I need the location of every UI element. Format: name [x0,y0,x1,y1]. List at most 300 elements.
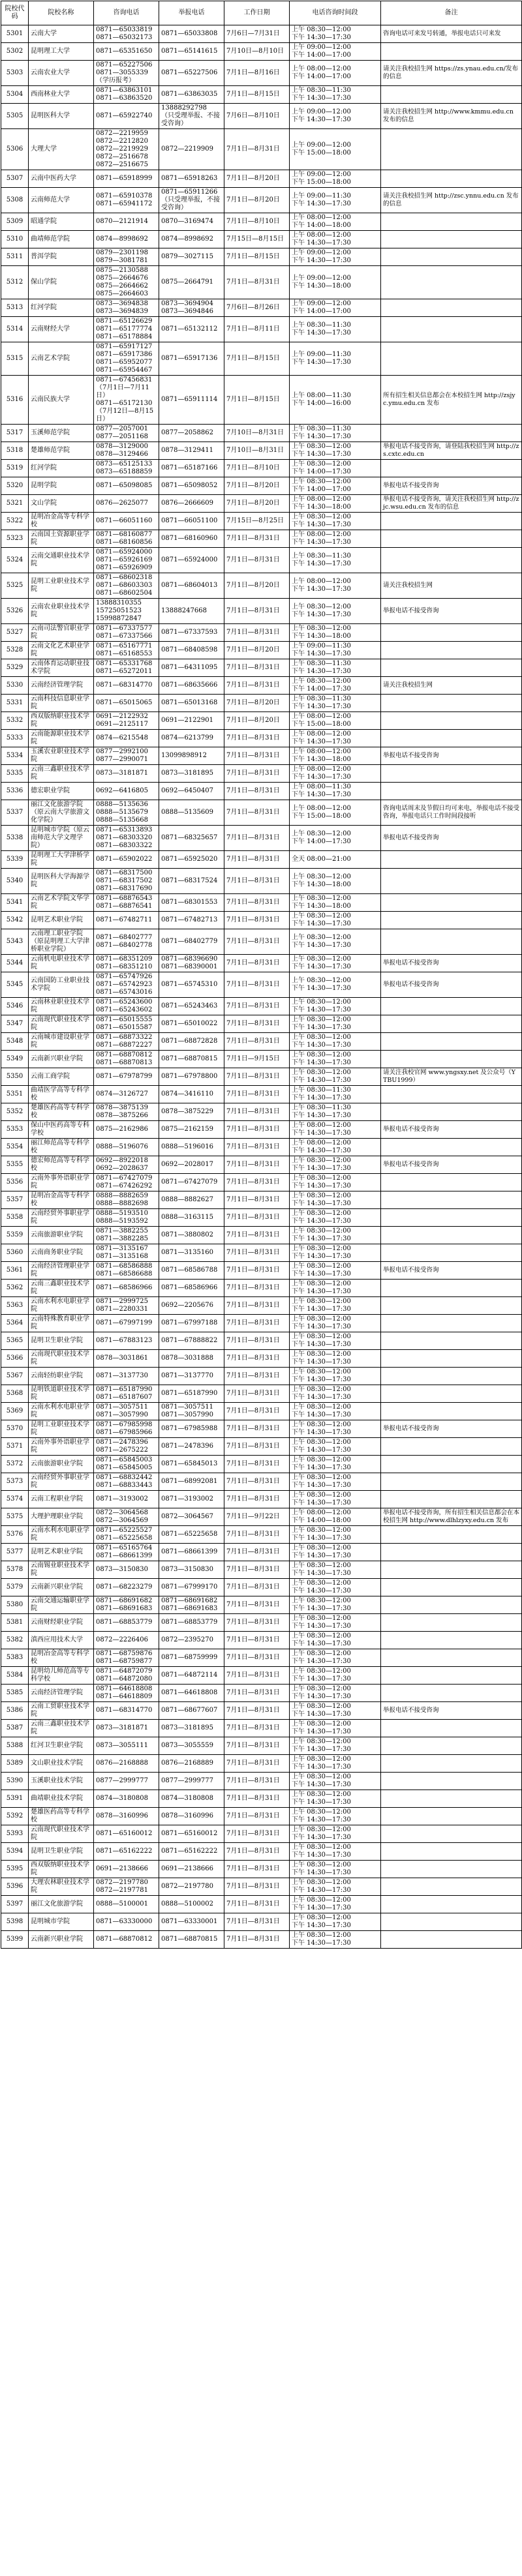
cell-work-date: 7月1日—8月31日 [224,530,290,548]
cell-school-name: 文山学院 [29,495,94,513]
cell-work-date: 7月1日—8月11日 [224,317,290,342]
cell-note [381,869,522,894]
cell-consult-phone: 0878—3875139 0878—3875266 [94,1103,159,1121]
cell-work-date: 7月1日—8月20日 [224,495,290,513]
cell-note [381,1403,522,1420]
cell-school-name: 楚雄医药高等专科学校 [29,1808,94,1825]
cell-report-phone: 0871—65917136 [159,342,224,376]
cell-work-date: 7月1日—8月31日 [224,1280,290,1297]
cell-time-slot: 上午 08:30—12:00 下午 14:30—17:30 [290,1015,381,1033]
cell-time-slot: 上午 08:30—12:00 下午 14:30—17:30 [290,1720,381,1737]
cell-code: 5355 [1,1156,29,1174]
table-row [1,894,522,912]
cell-work-date: 7月1日—8月31日 [224,1773,290,1790]
cell-code: 5361 [1,1262,29,1280]
table-row [1,1262,522,1280]
cell-consult-phone: 0871—65167771 0871—65168553 [94,642,159,659]
cell-report-phone: 0871—67888822 [159,1332,224,1350]
cell-school-name: 云南三鑫职业技术学院 [29,1720,94,1737]
cell-note: 请关注我校招生网 [381,573,522,599]
cell-school-name: 保山中医药高等专科学校 [29,1121,94,1139]
table-row [1,1103,522,1121]
table-row [1,1685,522,1702]
cell-report-phone: 0871—65925020 [159,851,224,869]
cell-time-slot: 上午 08:30—12:00 下午 14:30—17:30 [290,972,381,998]
cell-code: 5310 [1,231,29,248]
cell-code: 5384 [1,1667,29,1685]
cell-note [381,1438,522,1456]
cell-consult-phone: 0871—65015065 [94,695,159,712]
cell-work-date: 7月1日—8月31日 [224,624,290,642]
table-row [1,477,522,495]
cell-time-slot: 上午 08:30—12:00 下午 14:30—17:30 [290,1438,381,1456]
cell-consult-phone: 0877—2057001 0877—2051168 [94,425,159,442]
cell-work-date: 7月10日—8月31日 [224,442,290,460]
cell-time-slot: 上午 08:30—12:00 下午 14:30—17:30 [290,1544,381,1561]
table-row [1,530,522,548]
cell-work-date: 7月1日—8月31日 [224,1227,290,1244]
cell-consult-phone: 0874—6215548 [94,730,159,747]
cell-consult-phone: 0873—3150830 [94,1561,159,1579]
cell-time-slot: 上午 08:30—12:00 下午 14:30—17:30 [290,1861,381,1878]
cell-code: 5375 [1,1508,29,1526]
cell-school-name: 昭通学院 [29,213,94,231]
cell-school-name: 云南经贸外事职业学院 [29,1473,94,1491]
cell-time-slot: 上午 09:00—12:00 下午 15:00—18:00 [290,129,381,170]
cell-note: 咨询电话可来发号转通，举报电话只可来发 [381,25,522,43]
cell-time-slot: 上午 09:00—12:00 下午 15:00—18:00 [290,170,381,188]
cell-school-name: 云南能源职业技术学院 [29,730,94,747]
cell-work-date: 7月1日—8月20日 [224,477,290,495]
cell-time-slot: 上午 08:30—12:00 下午 14:30—17:30 [290,1068,381,1086]
table-row [1,442,522,460]
cell-report-phone: 0876—2168889 [159,1755,224,1773]
cell-note: 举报电话不接受咨询 [381,599,522,624]
cell-note [381,851,522,869]
cell-work-date: 7月1日—8月31日 [224,998,290,1015]
header-row [1,1,522,25]
cell-consult-phone: 0871—2999725 0871—2280331 [94,1297,159,1315]
cell-work-date: 7月1日—8月31日 [224,1015,290,1033]
cell-work-date: 7月1日—8月20日 [224,573,290,599]
cell-time-slot: 上午 08:30—12:00 下午 14:30—17:30 [290,442,381,460]
cell-time-slot: 上午 08:30—12:00 下午 14:00—17:30 [290,826,381,851]
cell-note [381,1685,522,1702]
cell-work-date: 7月10日—8月31日 [224,425,290,442]
cell-report-phone: 0871—3880802 [159,1227,224,1244]
cell-code: 5370 [1,1420,29,1438]
cell-school-name: 云南机电职业技术学院 [29,955,94,972]
cell-time-slot: 上午 08:30—12:00 下午 14:30—17:30 [290,1332,381,1350]
cell-consult-phone: 0871—68314770 [94,1702,159,1720]
cell-report-phone: 0877—2058862 [159,425,224,442]
cell-work-date: 7月1日—8月31日 [224,912,290,929]
cell-report-phone: 0871—67337593 [159,624,224,642]
table-row [1,1086,522,1103]
cell-work-date: 7月1日—8月31日 [224,869,290,894]
cell-report-phone: 0871—68759999 [159,1649,224,1667]
cell-report-phone: 0871—65098052 [159,477,224,495]
cell-code: 5353 [1,1121,29,1139]
cell-work-date: 7月1日—8月10日 [224,460,290,477]
cell-time-slot: 上午 08:30—12:00 下午 14:30—17:30 [290,1403,381,1420]
cell-consult-phone: 0873—3181871 [94,1720,159,1737]
cell-work-date: 7月1日—8月31日 [224,129,290,170]
table-row [1,1191,522,1209]
cell-school-name: 楚雄师范学院 [29,442,94,460]
cell-consult-phone: 0871—65902022 [94,851,159,869]
cell-code: 5338 [1,826,29,851]
cell-time-slot: 上午 08:00—12:00 下午 14:30—17:30 [290,231,381,248]
cell-report-phone: 0872—2395270 [159,1632,224,1649]
cell-report-phone: 0873—3181895 [159,1720,224,1737]
table-row [1,248,522,266]
cell-consult-phone: 0871—3057511 0871—3057990 [94,1403,159,1420]
cell-time-slot: 上午 08:30—12:00 下午 14:30—18:00 [290,894,381,912]
table-row [1,1015,522,1033]
cell-time-slot: 上午 08:30—12:00 下午 14:30—17:30 [290,955,381,972]
cell-time-slot: 上午 08:30—12:00 下午 14:30—17:30 [290,1350,381,1368]
cell-work-date: 7月1日—8月31日 [224,1086,290,1103]
cell-code: 5378 [1,1561,29,1579]
cell-consult-phone: 0888—8882659 0888—8882698 [94,1191,159,1209]
cell-time-slot: 上午 08:30—12:00 下午 14:30—17:30 [290,1913,381,1931]
cell-school-name: 文山职业技术学院 [29,1755,94,1773]
cell-school-name: 昆明铁道职业技术学院 [29,1385,94,1403]
cell-code: 5383 [1,1649,29,1667]
cell-note: 请关注我校招生网 http://zsc.ynnu.edu.cn 发布的信息 [381,188,522,213]
cell-work-date: 7月1日—8月10日 [224,213,290,231]
cell-consult-phone: 0870—2121914 [94,213,159,231]
cell-consult-phone: 0871—65033819 0871—65032173 [94,25,159,43]
cell-report-phone: 0873—3055559 [159,1737,224,1755]
cell-consult-phone: 0871—68602318 0871—68603303 0871—68602504 [94,573,159,599]
cell-consult-phone: 0871—65126629 0871—65177774 0871—65178884 [94,317,159,342]
cell-report-phone: 0874—3180808 [159,1790,224,1808]
cell-code: 5386 [1,1702,29,1720]
cell-work-date: 7月1日—8月31日 [224,894,290,912]
cell-work-date: 7月1日—9月15日 [224,1051,290,1068]
table-row [1,1156,522,1174]
table-row [1,573,522,599]
header-code: 院校代码 [1,1,29,25]
cell-work-date: 7月1日—8月15日 [224,86,290,104]
table-row [1,495,522,513]
cell-code: 5322 [1,513,29,530]
cell-time-slot: 上午 08:30—12:00 下午 14:30—17:30 [290,25,381,43]
cell-consult-phone: 0871—68314770 [94,677,159,695]
cell-note [381,1755,522,1773]
cell-note [381,1632,522,1649]
cell-consult-phone: 0871—68351209 0871—68351210 [94,955,159,972]
cell-time-slot: 上午 09:00—11:30 下午 14:30—17:30 [290,342,381,376]
table-row [1,1403,522,1420]
table-row [1,1174,522,1191]
cell-consult-phone: 0872—3064568 0872—3064569 [94,1508,159,1526]
cell-consult-phone: 0871—65331768 0871—65272011 [94,659,159,677]
cell-school-name: 云南民族大学 [29,376,94,425]
cell-work-date: 7月1日—8月31日 [224,1632,290,1649]
cell-report-phone: 0871—3135160 [159,1244,224,1262]
cell-report-phone: 0873—3181895 [159,765,224,783]
cell-consult-phone: 0888—5196076 [94,1139,159,1156]
cell-code: 5335 [1,765,29,783]
cell-note [381,43,522,61]
cell-report-phone: 0871—65162222 [159,1843,224,1861]
cell-report-phone: 0888—8882627 [159,1191,224,1209]
cell-school-name: 云南理工职业学院（原昆明理工大学津桥职业学院） [29,929,94,955]
cell-time-slot: 上午 08:30—12:00 下午 14:30—17:30 [290,1368,381,1385]
cell-code: 5366 [1,1350,29,1368]
cell-time-slot: 上午 08:30—11:30 下午 14:30—17:30 [290,425,381,442]
table-row [1,1297,522,1315]
cell-note [381,548,522,573]
cell-code: 5359 [1,1227,29,1244]
table-row [1,695,522,712]
cell-work-date: 7月1日—8月31日 [224,1139,290,1156]
cell-consult-phone: 0692—8922018 0692—2028637 [94,1156,159,1174]
cell-report-phone: 0871—65911266 （只受理举报，不接受咨询） [159,188,224,213]
cell-code: 5397 [1,1896,29,1913]
cell-work-date: 7月1日—8月31日 [224,1614,290,1632]
cell-code: 5337 [1,800,29,826]
cell-report-phone: 0692—2205676 [159,1297,224,1315]
cell-time-slot: 上午 08:30—12:00 下午 14:30—17:30 [290,1896,381,1913]
table-row [1,1438,522,1456]
cell-school-name: 红河学院 [29,460,94,477]
table-row [1,972,522,998]
cell-work-date: 7月1日—8月31日 [224,1420,290,1438]
cell-report-phone: 0870—3169474 [159,213,224,231]
cell-code: 5311 [1,248,29,266]
cell-note: 举报电话不接受咨询 [381,972,522,998]
cell-time-slot: 上午 08:30—12:00 下午 14:30—17:30 [290,1227,381,1244]
cell-report-phone: 0871—68661399 [159,1544,224,1561]
cell-code: 5382 [1,1632,29,1649]
table-row [1,376,522,425]
cell-note [381,425,522,442]
table-row [1,1702,522,1720]
cell-school-name: 云南交通运输职业学院 [29,1596,94,1614]
table-row [1,1896,522,1913]
cell-consult-phone: 0888—5100001 [94,1896,159,1913]
cell-note [381,1913,522,1931]
header-note: 备注 [381,1,522,25]
table-row [1,1544,522,1561]
cell-school-name: 玉溪农业职业技术学院 [29,747,94,765]
cell-code: 5320 [1,477,29,495]
cell-code: 5303 [1,61,29,86]
cell-consult-phone: 0871—68876543 0871—68876541 [94,894,159,912]
cell-note [381,1614,522,1632]
cell-work-date: 7月1日—8月20日 [224,695,290,712]
cell-report-phone: 13888292798 （只受理举报、不接受咨询） [159,104,224,129]
cell-consult-phone: 13888310355 15725051523 15998872847 [94,599,159,624]
cell-code: 5362 [1,1280,29,1297]
cell-code: 5305 [1,104,29,129]
table-row [1,869,522,894]
cell-time-slot: 上午 08:30—12:00 下午 14:30—17:30 [290,599,381,624]
cell-note: 举报电话不接受咨询 [381,477,522,495]
cell-time-slot: 上午 08:30—12:00 下午 14:00—17:30 [290,460,381,477]
cell-code: 5326 [1,599,29,624]
cell-note [381,642,522,659]
cell-school-name: 云南旅游职业学院 [29,1227,94,1244]
cell-work-date: 7月1日—8月31日 [224,1350,290,1368]
cell-work-date: 7月1日—8月31日 [224,266,290,299]
cell-note [381,1473,522,1491]
cell-time-slot: 上午 08:30—12:00 下午 14:30—17:30 [290,1561,381,1579]
cell-work-date: 7月1日—8月31日 [224,1526,290,1544]
table-row [1,188,522,213]
cell-code: 5392 [1,1808,29,1825]
cell-report-phone: 0871—68586788 [159,1262,224,1280]
cell-work-date: 7月1日—8月31日 [224,1720,290,1737]
cell-school-name: 云南轻纺职业学院 [29,1368,94,1385]
cell-school-name: 云南科技信息职业学院 [29,695,94,712]
cell-consult-phone: 0871—67985998 0871—67985966 [94,1420,159,1438]
cell-time-slot: 上午 08:30—12:00 下午 14:30—17:30 [290,1209,381,1227]
cell-code: 5379 [1,1579,29,1596]
cell-consult-phone: 0879—2301198 0879—3081781 [94,248,159,266]
cell-code: 5308 [1,188,29,213]
table-row [1,1420,522,1438]
cell-school-name: 昆明冶金高等专科学校 [29,513,94,530]
table-row [1,231,522,248]
table-row [1,1596,522,1614]
cell-school-name: 云南现代职业技术学院 [29,1825,94,1843]
cell-code: 5351 [1,1086,29,1103]
cell-code: 5358 [1,1209,29,1227]
cell-code: 5327 [1,624,29,642]
cell-work-date: 7月1日—8月31日 [224,1790,290,1808]
cell-consult-phone: 0877—2999777 [94,1773,159,1790]
cell-time-slot: 上午 08:30—12:00 下午 14:30—17:30 [290,1526,381,1544]
cell-work-date: 7月1日—8月31日 [224,1244,290,1262]
cell-note [381,929,522,955]
cell-time-slot: 上午 08:30—12:00 下午 14:30—17:30 [290,1755,381,1773]
cell-code: 5374 [1,1491,29,1508]
cell-time-slot: 上午 08:30—12:00 下午 14:30—17:30 [290,1931,381,1949]
cell-consult-phone: 0871—65910378 0871—65941172 [94,188,159,213]
cell-code: 5347 [1,1015,29,1033]
cell-work-date: 7月1日—9月22日 [224,1508,290,1526]
cell-consult-phone: 0871—66051160 [94,513,159,530]
table-row [1,1737,522,1755]
cell-note [381,1139,522,1156]
cell-report-phone: 0871—65132112 [159,317,224,342]
cell-note [381,695,522,712]
cell-work-date: 7月1日—8月20日 [224,642,290,659]
cell-school-name: 云南中医药大学 [29,170,94,188]
table-row [1,1068,522,1086]
cell-code: 5317 [1,425,29,442]
table-row [1,1843,522,1861]
cell-time-slot: 上午 08:30—12:00 下午 14:30—17:30 [290,1632,381,1649]
cell-consult-phone: 0871—64618808 0871—64618809 [94,1685,159,1702]
cell-time-slot: 上午 08:00—12:00 下午 14:30—17:30 [290,1121,381,1139]
cell-report-phone: 0871—65911114 [159,376,224,425]
table-row [1,1508,522,1526]
cell-work-date: 7月1日—8月31日 [224,1385,290,1403]
cell-report-phone: 0871—68691682 0871—68691683 [159,1596,224,1614]
cell-time-slot: 上午 08:00—11:30 下午 14:00—16:00 [290,376,381,425]
cell-report-phone: 0871—68604013 [159,573,224,599]
cell-school-name: 云南艺术学院文华学院 [29,894,94,912]
cell-time-slot: 上午 08:30—12:00 下午 14:30—17:30 [290,1297,381,1315]
cell-work-date: 7月15日—8月15日 [224,231,290,248]
cell-report-phone: 0692—2028017 [159,1156,224,1174]
cell-time-slot: 上午 08:30—11:30 下午 14:30—17:30 [290,1103,381,1121]
cell-code: 5309 [1,213,29,231]
cell-code: 5342 [1,912,29,929]
cell-school-name: 云南新兴职业学院 [29,1931,94,1949]
table-row [1,1773,522,1790]
cell-note [381,1825,522,1843]
cell-note [381,86,522,104]
cell-report-phone: 0871—3057511 0871—3057990 [159,1403,224,1420]
cell-code: 5341 [1,894,29,912]
table-row [1,548,522,573]
cell-report-phone: 0871—67427079 [159,1174,224,1191]
cell-work-date: 7月1日—8月31日 [224,1103,290,1121]
cell-report-phone: 0691—2122901 [159,712,224,730]
table-row [1,1526,522,1544]
cell-time-slot: 上午 08:00—12:00 下午 14:00—17:00 [290,61,381,86]
cell-consult-phone: 0871—68870812 [94,1931,159,1949]
cell-work-date: 7月15日—8月25日 [224,513,290,530]
table-row [1,43,522,61]
cell-report-phone: 0873—3694904 0873—3694846 [159,299,224,317]
cell-consult-phone: 0871—3882255 0871—3882285 [94,1227,159,1244]
cell-school-name: 昆明幼儿师范高等专科学校 [29,1667,94,1685]
cell-code: 5371 [1,1438,29,1456]
cell-code: 5301 [1,25,29,43]
cell-time-slot: 上午 08:00—12:00 下午 14:30—17:30 [290,573,381,599]
cell-time-slot: 上午 08:30—12:00 下午 14:30—17:30 [290,1262,381,1280]
cell-report-phone: 13888247668 [159,599,224,624]
table-row [1,1931,522,1949]
cell-consult-phone: 0871—63330000 [94,1913,159,1931]
cell-school-name: 丽江文化旅游学院（原云南大学旅游文化学院） [29,800,94,826]
cell-school-name: 云南工商学院 [29,1068,94,1086]
cell-consult-phone: 0871—68160877 0871—68160856 [94,530,159,548]
cell-school-name: 曲靖医学高等专科学校 [29,1086,94,1103]
cell-school-name: 云南师范大学 [29,188,94,213]
cell-school-name: 昆明冶金高等专科学校 [29,1649,94,1667]
cell-consult-phone: 0871—65922740 [94,104,159,129]
cell-report-phone: 0871—68301553 [159,894,224,912]
cell-school-name: 云南经济管理学院 [29,677,94,695]
cell-report-phone: 0871—65187990 [159,1385,224,1403]
cell-time-slot: 上午 08:30—12:00 下午 14:30—17:30 [290,929,381,955]
cell-consult-phone: 0876—2625077 [94,495,159,513]
cell-school-name: 丽江文化旅游学院 [29,1896,94,1913]
cell-time-slot: 上午 08:30—12:00 下午 14:30—17:30 [290,1702,381,1720]
table-row [1,955,522,972]
cell-school-name: 昆明工业职业技术学院 [29,573,94,599]
cell-school-name: 滇西应用技术大学 [29,1632,94,1649]
cell-code: 5319 [1,460,29,477]
cell-note [381,624,522,642]
cell-school-name: 昆明学院 [29,477,94,495]
table-row [1,1315,522,1332]
cell-time-slot: 上午 08:30—12:00 下午 14:30—17:30 [290,513,381,530]
table-row [1,1913,522,1931]
cell-code: 5363 [1,1297,29,1315]
cell-school-name: 云南旅游职业学院 [29,1456,94,1473]
cell-work-date: 7月1日—8月31日 [224,1861,290,1878]
